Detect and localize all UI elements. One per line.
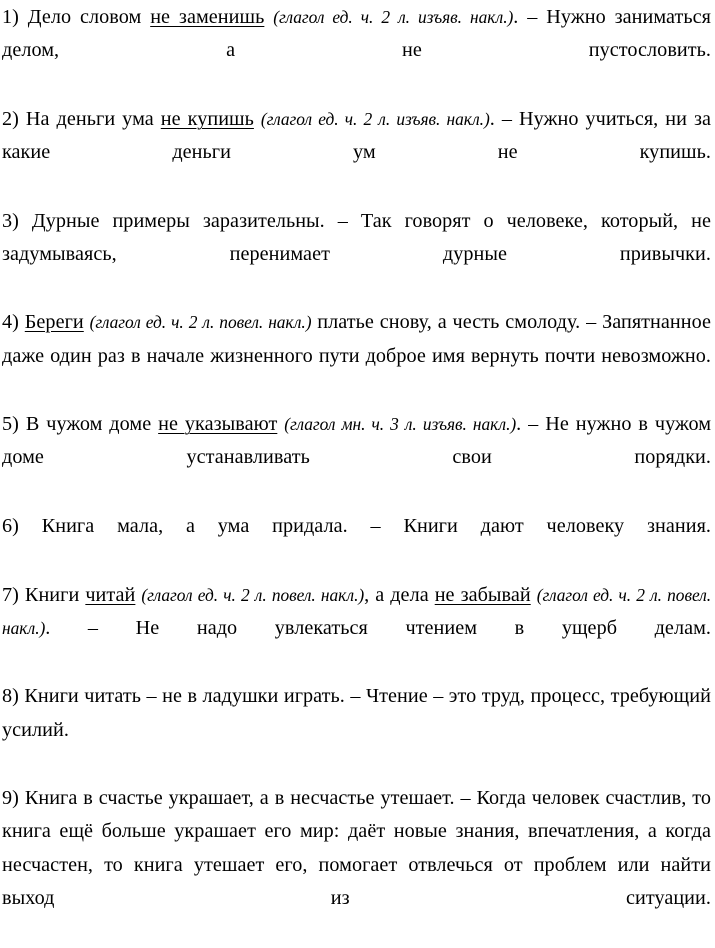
em-dash: – [350,685,366,708]
em-dash: – [370,514,404,537]
underlined-verb: не купишь [160,107,254,130]
explanation-text: Не надо увлекаться чтением в ущерб делам. [135,616,711,639]
grammar-annotation-2: (глагол ед. ч. 2 л. повел. накл.) [2,584,712,638]
item-number: 7) [2,583,19,606]
item-number: 3) [2,209,19,232]
answer-item-9 [2,782,711,948]
grammar-annotation: (глагол ед. ч. 2 л. повел. накл.) [89,312,312,333]
answer-item-5 [2,408,711,508]
em-dash: – [586,311,603,334]
explanation-text: Не нужно в чужом доме устанавливать свои порядки. [2,413,712,469]
proverb-text-after: . [516,413,529,436]
proverb-text-before: Дурные примеры заразительны. [18,209,338,232]
proverb-text-before: Дело словом [18,6,151,28]
proverb-text-before: На деньги ума [18,107,161,130]
item-number: 8) [2,685,19,708]
proverb-text-before: Книги читать – не в ладушки играть. [18,685,351,708]
em-dash: – [460,787,477,810]
item-number: 1) [2,6,19,28]
proverb-text-after: . [513,6,528,28]
grammar-annotation: (глагол мн. ч. 3 л. изъяв. накл.) [284,414,517,435]
proverb-text-after: платье снову, а честь смолоду. [311,311,587,334]
proverb-text-after: . [489,107,502,130]
explanation-text: Нужно учиться, ни за какие деньги ум не купишь. [2,107,711,163]
underlined-verb: читай [85,583,136,606]
underlined-verb-2: не забывай [434,583,531,606]
item-number: 5) [2,413,19,436]
em-dash: – [501,107,519,130]
item-number: 2) [2,107,19,130]
proverb-text-after: . [45,616,88,639]
answer-item-8 [2,680,711,780]
answer-item-1 [2,1,711,101]
answer-item-7 [2,579,711,679]
proverb-text-before: Книга мала, а ума придала. [18,514,371,537]
underlined-verb: не указывают [158,413,278,436]
explanation-text: Так говорят о человеке, который, не задумываясь, перенимает дурные привычки. [2,209,711,265]
em-dash: – [528,413,546,436]
proverb-text-before: Книги [18,583,86,606]
space [264,6,273,28]
em-dash: – [87,616,136,639]
space [254,108,261,130]
proverb-text-mid: , а дела [364,583,435,606]
item-number: 6) [2,514,19,537]
grammar-annotation: (глагол ед. ч. 2 л. повел. накл.) [141,584,365,605]
item-number: 9) [2,787,19,810]
em-dash: – [527,6,547,28]
em-dash: – [337,209,361,232]
explanation-text: Книги дают человеку знания. [403,514,711,537]
item-number: 4) [2,311,19,334]
grammar-annotation: (глагол ед. ч. 2 л. изъяв. накл.) [273,7,514,27]
answer-item-4 [2,306,711,406]
explanation-text: Чтение – это труд, процесс, требующий усилий. [2,685,711,741]
explanation-text: Когда человек счастлив, то книга ещё больше украшает его мир: даёт новые знания, впечатления, а когда несчастен, то книга утешает его, помогает отвлечься от проблем или найти выход из ситуации. [2,787,711,909]
underlined-verb: не заменишь [150,6,265,28]
explanation-text: Нужно заниматься делом, а не пустословить. [2,6,711,62]
answer-item-3 [2,205,711,305]
explanation-text: Запятнанное даже один раз в начале жизненного пути доброе имя вернуть почти невозможно. [2,311,712,367]
underlined-verb: Береги [24,311,84,334]
proverb-text-before: Книга в счастье украшает, а в несчастье утешает. [18,787,461,810]
answer-item-6 [2,510,711,576]
grammar-annotation: (глагол ед. ч. 2 л. изъяв. накл.) [260,108,490,129]
proverb-text-before: В чужом доме [18,413,159,436]
answer-item-2 [2,103,711,203]
